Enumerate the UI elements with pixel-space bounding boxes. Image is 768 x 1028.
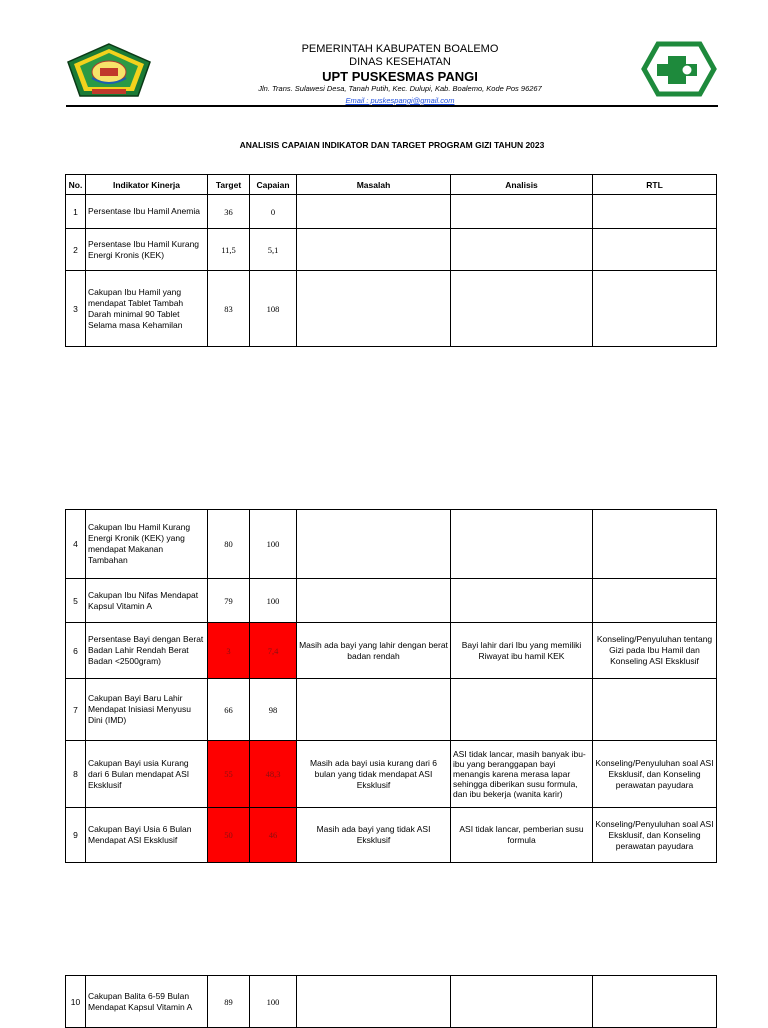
header-department: DINAS KESEHATAN bbox=[349, 56, 451, 68]
analisis-cell bbox=[451, 679, 593, 741]
target-cell: 83 bbox=[208, 271, 250, 347]
header-government: PEMERINTAH KABUPATEN BOALEMO bbox=[301, 43, 499, 55]
target-cell-highlighted: 55 bbox=[208, 741, 250, 808]
header-email-link[interactable]: Email : puskespangi@gmail.com bbox=[345, 96, 455, 105]
table-row bbox=[66, 623, 717, 679]
indikator-cell: Cakupan Ibu Nifas Mendapat Kapsul Vitamin A bbox=[86, 579, 208, 623]
target-cell: 36 bbox=[208, 195, 250, 229]
target-cell: 11,5 bbox=[208, 229, 250, 271]
capaian-cell: 98 bbox=[250, 679, 297, 741]
table-row bbox=[66, 976, 717, 1028]
rtl-cell bbox=[593, 271, 717, 347]
table-header-row bbox=[66, 175, 717, 195]
rtl-cell bbox=[593, 976, 717, 1028]
masalah-cell bbox=[297, 679, 451, 741]
header-upt-name: UPT PUSKESMAS PANGI bbox=[322, 69, 478, 84]
indikator-cell: Persentase Ibu Hamil Anemia bbox=[86, 195, 208, 229]
column-header-target: Target bbox=[208, 175, 250, 195]
row-number: 2 bbox=[66, 229, 86, 271]
rtl-cell: Konseling/Penyuluhan soal ASI Eksklusif, dan Konseling perawatan payudara bbox=[593, 808, 717, 863]
target-cell: 80 bbox=[208, 510, 250, 579]
row-number: 6 bbox=[66, 623, 86, 679]
row-number: 1 bbox=[66, 195, 86, 229]
indikator-cell: Cakupan Bayi Baru Lahir Mendapat Inisiasi Menyusu Dini (IMD) bbox=[86, 679, 208, 741]
row-number: 10 bbox=[66, 976, 86, 1028]
masalah-cell bbox=[297, 271, 451, 347]
rtl-cell bbox=[593, 579, 717, 623]
capaian-cell: 0 bbox=[250, 195, 297, 229]
row-number: 4 bbox=[66, 510, 86, 579]
indikator-cell: Cakupan Ibu Hamil yang mendapat Tablet Tambah Darah minimal 90 Tablet Selama masa Kehamilan bbox=[86, 271, 208, 347]
analisis-cell bbox=[451, 229, 593, 271]
indikator-cell: Cakupan Ibu Hamil Kurang Energi Kronik (KEK) yang mendapat Makanan Tambahan bbox=[86, 510, 208, 579]
capaian-cell: 5,1 bbox=[250, 229, 297, 271]
column-header-masalah: Masalah bbox=[297, 175, 451, 195]
indikator-cell: Cakupan Balita 6-59 Bulan Mendapat Kapsul Vitamin A bbox=[86, 976, 208, 1028]
column-header-indikator: Indikator Kinerja bbox=[86, 175, 208, 195]
row-number: 3 bbox=[66, 271, 86, 347]
indicator-table-part-1 bbox=[65, 174, 717, 347]
header-divider bbox=[66, 105, 718, 107]
rtl-cell bbox=[593, 195, 717, 229]
table-row bbox=[66, 271, 717, 347]
masalah-cell: Masih ada bayi yang tidak ASI Eksklusif bbox=[297, 808, 451, 863]
analisis-cell: ASI tidak lancar, masih banyak ibu-ibu yang beranggapan bayi menangis karena merasa lapar sehingga diberikan susu formula, dan ibu bekerja (wanita karir) bbox=[451, 741, 593, 808]
row-number: 7 bbox=[66, 679, 86, 741]
capaian-cell: 100 bbox=[250, 579, 297, 623]
masalah-cell bbox=[297, 579, 451, 623]
column-header-analisis: Analisis bbox=[451, 175, 593, 195]
column-header-no: No. bbox=[66, 175, 86, 195]
masalah-cell bbox=[297, 976, 451, 1028]
rtl-cell bbox=[593, 229, 717, 271]
analisis-cell bbox=[451, 976, 593, 1028]
indikator-cell: Cakupan Bayi Usia 6 Bulan Mendapat ASI Eksklusif bbox=[86, 808, 208, 863]
puskesmas-logo-icon bbox=[640, 40, 718, 98]
table-row bbox=[66, 808, 717, 863]
target-cell: 89 bbox=[208, 976, 250, 1028]
masalah-cell: Masih ada bayi yang lahir dengan berat badan rendah bbox=[297, 623, 451, 679]
target-cell: 66 bbox=[208, 679, 250, 741]
indikator-cell: Persentase Ibu Hamil Kurang Energi Kronis (KEK) bbox=[86, 229, 208, 271]
masalah-cell bbox=[297, 510, 451, 579]
target-cell-highlighted: 50 bbox=[208, 808, 250, 863]
analisis-cell bbox=[451, 510, 593, 579]
indikator-cell: Persentase Bayi dengan Berat Badan Lahir Rendah Berat Badan <2500gram) bbox=[86, 623, 208, 679]
table-row bbox=[66, 579, 717, 623]
document-title: ANALISIS CAPAIAN INDIKATOR DAN TARGET PROGRAM GIZI TAHUN 2023 bbox=[239, 140, 545, 150]
row-number: 9 bbox=[66, 808, 86, 863]
capaian-cell-highlighted: 48,3 bbox=[250, 741, 297, 808]
indikator-cell: Cakupan Bayi usia Kurang dari 6 Bulan mendapat ASI Eksklusif bbox=[86, 741, 208, 808]
masalah-cell bbox=[297, 195, 451, 229]
target-cell-highlighted: 3 bbox=[208, 623, 250, 679]
analisis-cell bbox=[451, 195, 593, 229]
rtl-cell: Konseling/Penyuluhan tentang Gizi pada Ibu Hamil dan Konseling ASI Eksklusif bbox=[593, 623, 717, 679]
capaian-cell-highlighted: 46 bbox=[250, 808, 297, 863]
table-row bbox=[66, 741, 717, 808]
boalemo-emblem-icon bbox=[66, 42, 152, 98]
indicator-table-part-2 bbox=[65, 509, 717, 863]
masalah-cell: Masih ada bayi usia kurang dari 6 bulan yang tidak mendapat ASI Eksklusif bbox=[297, 741, 451, 808]
rtl-cell bbox=[593, 510, 717, 579]
rtl-cell: Konseling/Penyuluhan soal ASI Eksklusif, dan Konseling perawatan payudara bbox=[593, 741, 717, 808]
column-header-capaian: Capaian bbox=[250, 175, 297, 195]
target-cell: 79 bbox=[208, 579, 250, 623]
analisis-cell bbox=[451, 579, 593, 623]
row-number: 8 bbox=[66, 741, 86, 808]
indicator-table-part-3 bbox=[65, 975, 717, 1028]
masalah-cell bbox=[297, 229, 451, 271]
rtl-cell bbox=[593, 679, 717, 741]
analisis-cell: ASI tidak lancar, pemberian susu formula bbox=[451, 808, 593, 863]
capaian-cell: 108 bbox=[250, 271, 297, 347]
capaian-cell: 100 bbox=[250, 976, 297, 1028]
capaian-cell-highlighted: 7,4 bbox=[250, 623, 297, 679]
table-row bbox=[66, 679, 717, 741]
table-row bbox=[66, 195, 717, 229]
row-number: 5 bbox=[66, 579, 86, 623]
table-row bbox=[66, 229, 717, 271]
capaian-cell: 100 bbox=[250, 510, 297, 579]
header-address: Jln. Trans. Sulawesi Desa, Tanah Putih, Kec. Dulupi, Kab. Boalemo, Kode Pos 96267 bbox=[258, 84, 542, 93]
column-header-rtl: RTL bbox=[593, 175, 717, 195]
analisis-cell bbox=[451, 271, 593, 347]
analisis-cell: Bayi lahir dari Ibu yang memiliki Riwayat ibu hamil KEK bbox=[451, 623, 593, 679]
table-row bbox=[66, 510, 717, 579]
